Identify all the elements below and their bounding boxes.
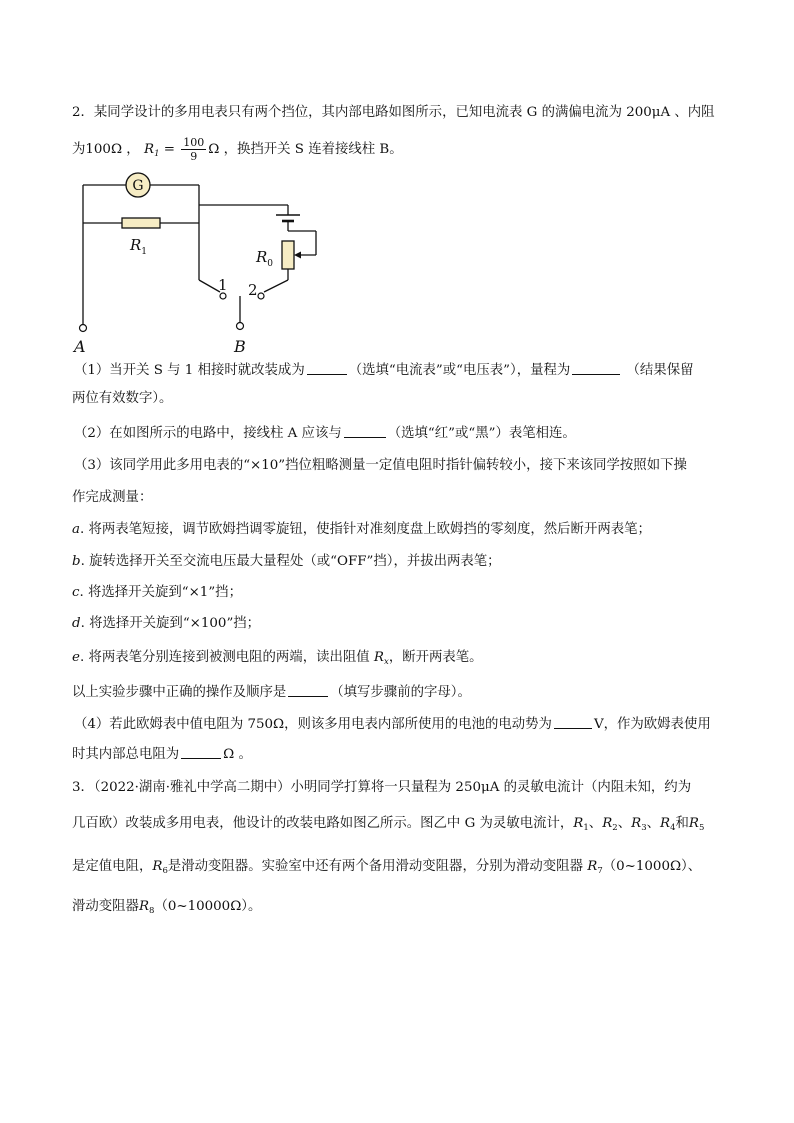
q3-line-1: 3．（2022·湖南·雅礼中学高二期中）小明同学打算将一只量程为 250μA 的灵敏电流计（内阻未知，约为 — [72, 780, 692, 795]
q2-line-1 — [72, 103, 724, 123]
r0-label: $R_0$ — [256, 248, 274, 269]
q3-line-4: 滑动变阻器$R_8(0\sim 10000\Omega)$。 — [72, 899, 262, 916]
terminal-a — [80, 325, 87, 332]
q2-text-1: 2．某同学设计的多用电表只有两个挡位，其内部电路如图所示，已知电流表 G 的满偏电流为 200μA 、内阻 — [72, 105, 715, 120]
rx-symbol: $R_x$ — [373, 650, 389, 667]
answer-blank-2[interactable] — [344, 424, 386, 438]
q2-line-2 — [72, 136, 724, 164]
r1-resistor — [122, 218, 160, 228]
terminal-a-label: A — [74, 337, 86, 355]
answer-blank-4b[interactable] — [181, 745, 221, 759]
step-b: b. 旋转选择开关至交流电压最大量程处（或“OFF”挡），并拔出两表笔； — [72, 554, 501, 569]
r0-rheostat — [282, 241, 294, 269]
circuit-diagram — [66, 165, 336, 355]
answer-blank-1a[interactable] — [307, 361, 347, 375]
r1-symbol: $R_1$ — [143, 142, 160, 159]
q2-text-2b: Ω ，换挡开关 S 连着接线柱 B。 — [208, 142, 403, 157]
part-4-line-1: （4）若此欧姆表中值电阻为 750Ω，则该多用电表内部所使用的电池的电动势为 V，作为欧姆表使用 — [74, 717, 711, 732]
contact-2-label: 2 — [248, 281, 258, 299]
equals-sign: = — [159, 142, 180, 157]
rheostat-arrow-icon — [294, 252, 301, 259]
fraction: $\frac{100}{9}$ — [183, 136, 205, 163]
r1-label: $R_1$ — [130, 236, 148, 257]
part-2-line: （2）在如图所示的电路中，接线柱 A 应该与 （选填“红”或“黑”）表笔相连。 — [74, 426, 576, 441]
answer-blank-order[interactable] — [288, 683, 328, 697]
q3-line-3: 是定值电阻，$R_6$是滑动变阻器。实验室中还有两个备用滑动变阻器，分别为滑动变阻器 $R_7(0\sim 1000\Omega)$、 — [72, 859, 702, 876]
q3-line-2: 几百欧）改装成多用电表，他设计的改装电路如图乙所示。图乙中 G 为灵敏电流计，$R_1$、$R_2$、$R_3$、$R_4$和$R_5$ — [72, 816, 705, 833]
step-a: a. 将两表笔短接，调节欧姆挡调零旋钮，使指针对准刻度盘上欧姆挡的零刻度，然后断开两表笔； — [72, 522, 651, 537]
part-3-line-1: （3）该同学用此多用电表的“×10”挡位粗略测量一定值电阻时指针偏转较小，接下来该同学按照如下操 — [74, 458, 687, 473]
part-1-line-2: 两位有效数字）。 — [72, 391, 173, 406]
part-4-line-2: 时其内部总电阻为 Ω 。 — [72, 747, 252, 762]
contact-2 — [258, 293, 264, 299]
galvanometer-label: G — [132, 178, 144, 194]
answer-blank-1b[interactable] — [572, 361, 620, 375]
contact-1-label: 1 — [218, 276, 228, 294]
q2-text-2a: 为100Ω ， — [72, 142, 140, 157]
step-e: e. 将两表笔分别连接到被测电阻的两端，读出阻值 $R_x$，断开两表笔。 — [72, 650, 483, 667]
part-3-line-2: 作完成测量： — [72, 490, 153, 505]
part-1-line-1: （1）当开关 S 与 1 相接时就改装成为 （选填“电流表”或“电压表”），量程为 （结果保留 — [74, 363, 694, 378]
terminal-b-label: B — [234, 337, 246, 355]
step-c: c. 将选择开关旋到“×1”挡； — [72, 585, 242, 600]
answer-blank-4a[interactable] — [554, 715, 592, 729]
terminal-b — [237, 323, 244, 330]
order-line: 以上实验步骤中正确的操作及顺序是 （填写步骤前的字母）。 — [72, 685, 471, 700]
step-d: d. 将选择开关旋到“×100”挡； — [72, 616, 261, 631]
